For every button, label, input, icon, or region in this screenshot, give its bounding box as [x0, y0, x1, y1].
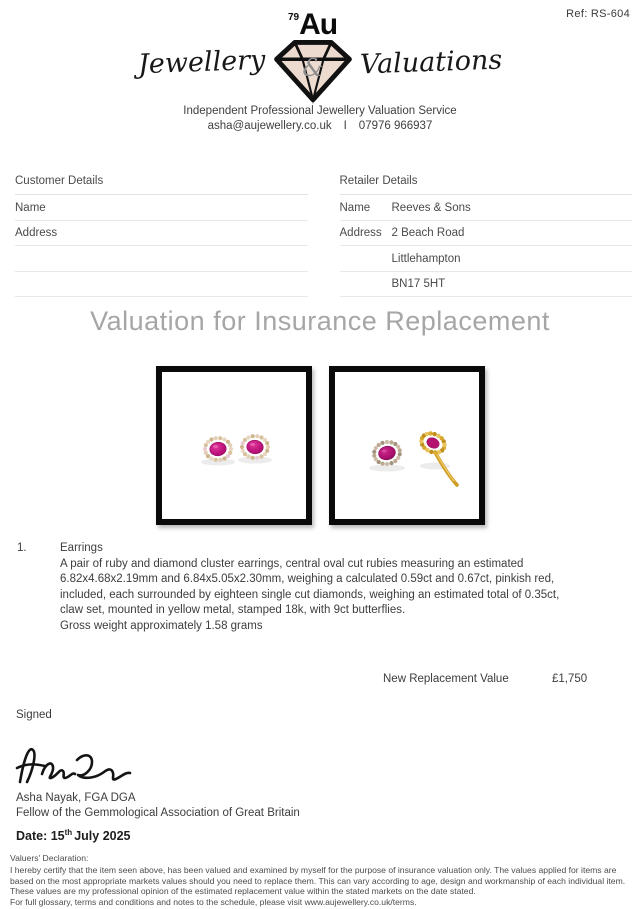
- atomic-number: 79: [287, 12, 300, 23]
- earrings-side-photo: [335, 372, 479, 519]
- contact-phone: 07976 966937: [358, 120, 433, 132]
- valuer-title: Fellow of the Gemmological Association of Great Britain: [16, 807, 300, 819]
- item-body: [60, 541, 565, 635]
- replacement-value-amount: £1,750: [552, 673, 588, 685]
- company-logo: [0, 8, 640, 104]
- replacement-value-label: New Replacement Value: [383, 673, 509, 685]
- item-number: 1.: [17, 542, 27, 554]
- photo-frame-front: [156, 366, 312, 525]
- valuers-declaration: [10, 853, 632, 907]
- gold-element-symbol: $^{79}$Au: [287, 8, 338, 41]
- photo-frame-side: [329, 366, 485, 525]
- contact-separator: I: [343, 120, 347, 132]
- detail-row: [15, 221, 308, 247]
- detail-label: [15, 253, 67, 271]
- diamond-shape-icon: [271, 34, 355, 104]
- logo-word-valuations: Valuations: [359, 44, 503, 80]
- logo-word-jewellery: Jewellery: [137, 44, 267, 80]
- detail-label: Name: [15, 201, 46, 214]
- customer-details-title: Customer Details: [15, 170, 308, 195]
- detail-row: [15, 272, 308, 298]
- retailer-details-title: Retailer Details: [340, 170, 633, 195]
- detail-value: BN17 5HT: [391, 278, 446, 290]
- detail-row: [340, 195, 633, 221]
- reference-number: Ref: RS-604: [566, 8, 630, 20]
- declaration-body: I hereby certify that the item seen above, has been valued and examined by myself for the purpose of insurance valuation only. The values applied for items are based on the most appropriate markets values should you need to replace them. This can vary according to age, design and workmanship of each individual item. These values are my professional opinion of the estimated replacement value within the stated markets on the date stated.: [10, 865, 626, 897]
- detail-value: Reeves & Sons: [391, 201, 471, 214]
- signed-label: Signed: [16, 709, 52, 721]
- detail-value: [67, 202, 308, 220]
- date-line: [16, 828, 131, 843]
- item-photos: [0, 366, 640, 525]
- details-section: [15, 170, 632, 297]
- declaration-footer: For full glossary, terms and conditions and notes to the schedule, please visit www.aujewellery.co.uk/terms.: [10, 896, 417, 907]
- detail-label: Address: [339, 227, 382, 239]
- detail-value: 2 Beach Road: [391, 227, 465, 239]
- item-name: Earrings: [60, 542, 103, 554]
- detail-label: Name: [339, 201, 371, 214]
- detail-row: [15, 246, 308, 272]
- logo-ampersand: &: [301, 54, 324, 82]
- date-prefix: Date: 15: [16, 829, 65, 844]
- item-gross-weight: Gross weight approximately 1.58 grams: [60, 619, 263, 632]
- contact-line: [0, 120, 640, 132]
- detail-label: Address: [15, 227, 58, 239]
- detail-row: [340, 221, 633, 247]
- valuer-name: Asha Nayak, FGA DGA: [16, 792, 136, 804]
- detail-value: [67, 253, 308, 271]
- detail-row: [340, 246, 633, 272]
- date-ordinal: th: [64, 828, 73, 837]
- detail-label: [15, 278, 67, 296]
- company-tagline: Independent Professional Jewellery Valuation Service: [183, 105, 457, 117]
- detail-label: [340, 278, 392, 296]
- detail-label: [340, 253, 392, 271]
- document-title: Valuation for Insurance Replacement: [90, 306, 550, 336]
- date-rest: July 2025: [74, 829, 131, 844]
- detail-value: [67, 227, 308, 245]
- detail-value: [67, 278, 308, 296]
- diamond-logo-icon: [260, 8, 366, 104]
- item-description: A pair of ruby and diamond cluster earrings, central oval cut rubies measuring an estimated 6.82x4.68x2.19mm and 6.84x5.05x2.30mm, weighing a calculated 0.59ct and 0.67ct, pinkish red, included, each surrounded by eighteen single cut diamonds, weighing an estimated total of 0.35ct, claw set, mounted in yellow metal, stamped 18k, with 9ct butterflies.: [60, 557, 560, 617]
- earrings-front-photo: [162, 372, 306, 519]
- detail-row: [15, 195, 308, 221]
- declaration-title: Valuers' Declaration:: [10, 853, 89, 863]
- customer-details-section: [15, 170, 308, 297]
- item-entry: [17, 541, 565, 635]
- retailer-details-section: [340, 170, 633, 297]
- detail-value: Littlehampton: [391, 252, 461, 265]
- contact-email: asha@aujewellery.co.uk: [207, 120, 332, 132]
- detail-row: [340, 272, 633, 298]
- signature-image: [12, 738, 142, 794]
